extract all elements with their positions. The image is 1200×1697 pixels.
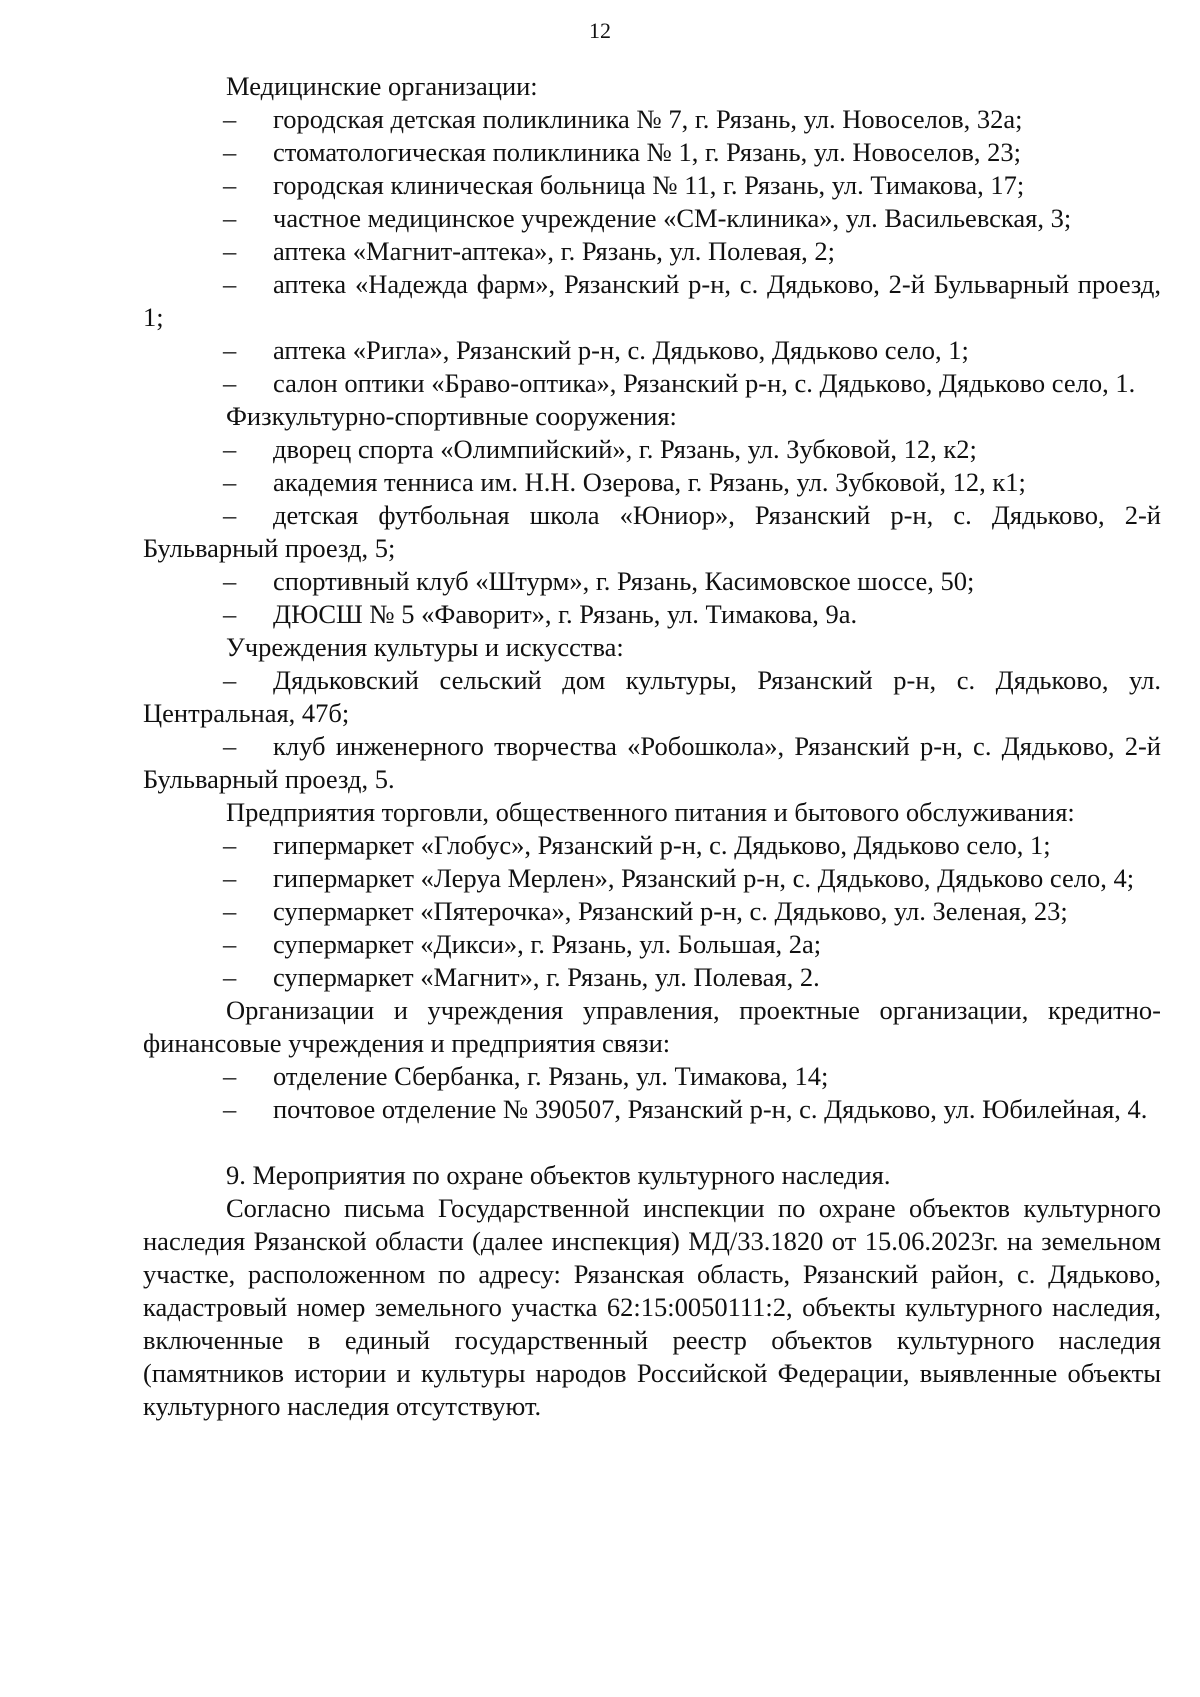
list-item [143, 169, 1161, 202]
list-dash: – [223, 269, 237, 299]
list-item [143, 103, 1161, 136]
list-item [143, 235, 1161, 268]
list-item [143, 334, 1161, 367]
list-item [143, 565, 1161, 598]
list-item-text: супермаркет «Дикси», г. Рязань, ул. Большая, 2а; [273, 929, 822, 959]
list-item [143, 829, 1161, 862]
section-heading: Физкультурно-спортивные сооружения: [226, 401, 677, 431]
list-item [143, 367, 1161, 400]
list-item-text: спортивный клуб «Штурм», г. Рязань, Касимовское шоссе, 50; [273, 566, 975, 596]
list-dash: – [223, 731, 237, 761]
list-dash: – [223, 170, 237, 200]
list-item-text: отделение Сбербанка, г. Рязань, ул. Тимакова, 14; [273, 1061, 829, 1091]
list-item-text: салон оптики «Браво-оптика», Рязанский р-н, с. Дядьково, Дядьково село, 1. [273, 368, 1136, 398]
list-item-text: аптека «Надежда фарм», Рязанский р-н, с. Дядьково, 2-й Бульварный проезд, 1; [143, 269, 1161, 332]
list-dash: – [223, 104, 237, 134]
list-dash: – [223, 137, 237, 167]
list-item [143, 730, 1161, 796]
list-dash: – [223, 500, 237, 530]
sections-list [143, 70, 1161, 1126]
list-item [143, 136, 1161, 169]
list-item-text: частное медицинское учреждение «СМ-клиника», ул. Васильевская, 3; [273, 203, 1072, 233]
list-item-text: аптека «Магнит-аптека», г. Рязань, ул. Полевая, 2; [273, 236, 836, 266]
section-heading: Учреждения культуры и искусства: [226, 632, 624, 662]
list-item-text: дворец спорта «Олимпийский», г. Рязань, ул. Зубковой, 12, к2; [273, 434, 977, 464]
list-item-text: Дядьковский сельский дом культуры, Рязанский р-н, с. Дядьково, ул. Центральная, 47б; [143, 665, 1161, 728]
list-dash: – [223, 929, 237, 959]
list-item-text: городская клиническая больница № 11, г. Рязань, ул. Тимакова, 17; [273, 170, 1025, 200]
section9-body: Согласно письма Государственной инспекции по охране объектов культурного наследия Рязанской области (далее инспекция) МД/33.1820 от 15.06.2023г. на земельном участке, расположенном по адресу: Рязанская область, Рязанский район, с. Дядьково, кадастровый номер земельного участка 62:15:0050111:2, объекты культурного наследия, включенные в единый государственный реестр объектов культурного наследия (памятников истории и культуры народов Российской Федерации, выявленные объекты культурного наследия отсутствуют. [143, 1193, 1161, 1421]
list-item-text: аптека «Ригла», Рязанский р-н, с. Дядьково, Дядьково село, 1; [273, 335, 969, 365]
list-item [143, 664, 1161, 730]
list-item [143, 1093, 1161, 1126]
list-dash: – [223, 1061, 237, 1091]
list-item [143, 895, 1161, 928]
list-dash: – [223, 896, 237, 926]
list-item-text: детская футбольная школа «Юниор», Рязанский р-н, с. Дядьково, 2-й Бульварный проезд, 5; [143, 500, 1161, 563]
list-dash: – [223, 665, 237, 695]
list-item-text: супермаркет «Пятерочка», Рязанский р-н, с. Дядьково, ул. Зеленая, 23; [273, 896, 1068, 926]
list-dash: – [223, 962, 237, 992]
section9-title: 9. Мероприятия по охране объектов культурного наследия. [226, 1160, 891, 1190]
section-heading: Предприятия торговли, общественного питания и бытового обслуживания: [226, 797, 1075, 827]
section-spacer [143, 1126, 1161, 1159]
list-item-text: стоматологическая поликлиника № 1, г. Рязань, ул. Новоселов, 23; [273, 137, 1021, 167]
list-dash: – [223, 335, 237, 365]
list-dash: – [223, 863, 237, 893]
list-dash: – [223, 566, 237, 596]
list-dash: – [223, 467, 237, 497]
list-dash: – [223, 1094, 237, 1124]
list-dash: – [223, 236, 237, 266]
list-item-text: супермаркет «Магнит», г. Рязань, ул. Полевая, 2. [273, 962, 820, 992]
list-item-text: клуб инженерного творчества «Робошкола», Рязанский р-н, с. Дядьково, 2-й Бульварный проезд, 5. [143, 731, 1161, 794]
list-dash: – [223, 434, 237, 464]
section-heading: Организации и учреждения управления, проектные организации, кредитно-финансовые учреждения и предприятия связи: [143, 995, 1161, 1058]
list-item-text: академия тенниса им. Н.Н. Озерова, г. Рязань, ул. Зубковой, 12, к1; [273, 467, 1026, 497]
list-dash: – [223, 830, 237, 860]
list-item-text: гипермаркет «Леруа Мерлен», Рязанский р-н, с. Дядьково, Дядьково село, 4; [273, 863, 1135, 893]
list-item [143, 202, 1161, 235]
list-item [143, 862, 1161, 895]
document-body [143, 70, 1161, 1423]
list-item [143, 466, 1161, 499]
list-item [143, 598, 1161, 631]
list-item-text: городская детская поликлиника № 7, г. Рязань, ул. Новоселов, 32а; [273, 104, 1023, 134]
section-heading: Медицинские организации: [226, 71, 538, 101]
list-item [143, 433, 1161, 466]
list-dash: – [223, 599, 237, 629]
page-number: 12 [589, 18, 611, 43]
list-item-text: почтовое отделение № 390507, Рязанский р-н, с. Дядьково, ул. Юбилейная, 4. [273, 1094, 1148, 1124]
list-item [143, 961, 1161, 994]
list-item [143, 1060, 1161, 1093]
list-item-text: гипермаркет «Глобус», Рязанский р-н, с. Дядьково, Дядьково село, 1; [273, 830, 1051, 860]
list-item [143, 499, 1161, 565]
list-item [143, 268, 1161, 334]
list-item [143, 928, 1161, 961]
list-dash: – [223, 368, 237, 398]
list-dash: – [223, 203, 237, 233]
list-item-text: ДЮСШ № 5 «Фаворит», г. Рязань, ул. Тимакова, 9а. [273, 599, 858, 629]
